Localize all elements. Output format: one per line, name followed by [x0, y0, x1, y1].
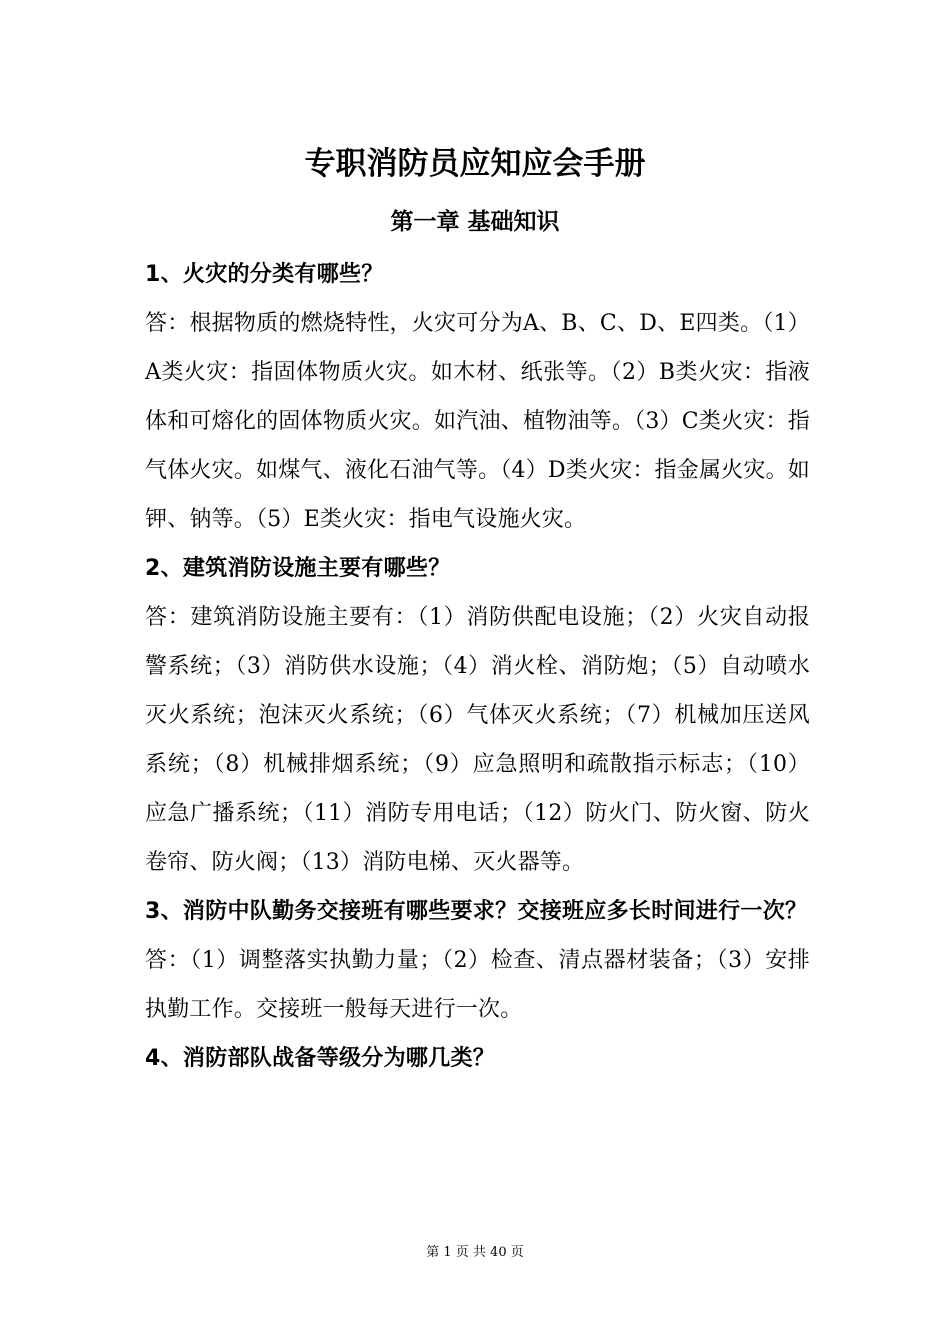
answer-paragraph: 答：根据物质的燃烧特性，火灾可分为A、B、C、D、E四类。（1）A类火灾：指固体物质火灾。如木材、纸张等。（2）B类火灾：指液体和可熔化的固体物质火灾。如汽油、植物油等。（3）C类火灾：指气体火灾。如煤气、液化石油气等。（4）D类火灾：指金属火灾。如钾、钠等。（5）E类火灾：指电气设施火灾。: [145, 311, 810, 532]
question-heading: 3、消防中队勤务交接班有哪些要求？交接班应多长时间进行一次？: [145, 899, 808, 924]
document-body: [145, 250, 810, 1083]
qa-section: [145, 887, 810, 1034]
qa-section: [145, 1034, 810, 1083]
question-heading: 2、建筑消防设施主要有哪些？: [145, 556, 451, 581]
qa-section: [145, 250, 810, 544]
answer-paragraph: 答：建筑消防设施主要有：（1）消防供配电设施；（2）火灾自动报警系统；（3）消防供水设施；（4）消火栓、消防炮；（5）自动喷水灭火系统；泡沫灭火系统；（6）气体灭火系统；（7）机械加压送风系统；（8）机械排烟系统；（9）应急照明和疏散指示标志；（10）应急广播系统；（11）消防专用电话；（12）防火门、防火窗、防火卷帘、防火阀；（13）消防电梯、灭火器等。: [145, 605, 810, 875]
question-heading: 4、消防部队战备等级分为哪几类？: [145, 1046, 496, 1071]
qa-section: [145, 544, 810, 887]
page-number-footer: 第 1 页 共 40 页: [426, 1245, 524, 1260]
chapter-title: 第一章 基础知识: [390, 209, 560, 235]
question-heading: 1、火灾的分类有哪些？: [145, 262, 384, 287]
answer-paragraph: 答：（1）调整落实执勤力量；（2）检查、清点器材装备；（3）安排执勤工作。交接班一般每天进行一次。: [145, 948, 810, 1022]
document-title: 专职消防员应知应会手册: [304, 146, 646, 182]
